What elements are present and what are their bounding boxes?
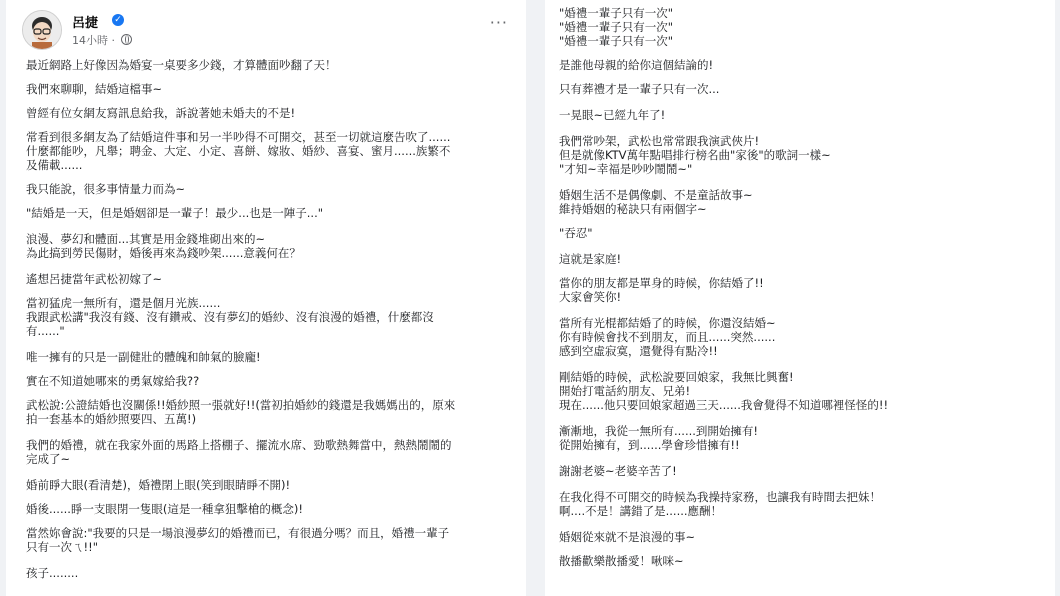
author-name[interactable]: 呂捷: [72, 16, 99, 31]
post-text-line: 武松說:公證結婚也沒關係!!婚紗照一張就好!!(當初拍婚紗的錢還是我媽媽出的，原來: [26, 398, 456, 412]
post-text-line: 在我化得不可開交的時候為我操持家務，也讓我有時間去把妹！: [559, 490, 881, 504]
post-text-line: 婚前睜大眼(看清楚)，婚禮閉上眼(笑到眼睛睜不開)!: [26, 478, 291, 492]
post-text-line: 只有葬禮才是一輩子只有一次...: [559, 82, 720, 96]
post-text-line: 遙想呂捷當年武松初嫁了~: [26, 272, 163, 286]
post-text-line: 現在......他只要回娘家超過三天......我會覺得不知道哪裡怪怪的!!: [559, 398, 889, 412]
post-text-line: 但是就像KTV萬年點唱排行榜名曲"家後"的歌詞一樣~: [559, 148, 831, 162]
post-text-line: 當初猛虎一無所有，還是個月光族......: [26, 296, 221, 310]
post-text-line: 感到空虛寂寞，還覺得有點冷!!: [559, 344, 718, 358]
post-text-line: 實在不知道她哪來的勇氣嫁給我??: [26, 374, 200, 388]
post-text-line: 謝謝老婆~老婆辛苦了!: [559, 464, 677, 478]
post-text-line: "結婚是一天，但是婚姻卻是一輩子！最少...也是一陣子...": [26, 206, 324, 220]
post-text-line: 大家會笑你!: [559, 290, 622, 304]
post-text-line: "才知~幸福是吵吵鬧鬧~": [559, 162, 693, 176]
post-time[interactable]: 14小時: [72, 34, 108, 47]
post-text-line: 唯一擁有的只是一副健壯的體魄和帥氣的臉龐!: [26, 350, 261, 364]
post-text-line: 當你的朋友都是單身的時候，你結婚了!!: [559, 276, 764, 290]
post-text-line: "婚禮一輩子只有一次": [559, 20, 674, 34]
post-text-line: 什麼都能吵，凡舉；聘金、大定、小定、喜餅、嫁妝、婚紗、喜宴、蜜月......族繁不: [26, 144, 451, 158]
meta-separator: ·: [111, 34, 115, 47]
post-text-line: "吞忍": [559, 226, 593, 240]
post-text-right: [545, 0, 1055, 596]
post-text-line: 開始打電話約朋友、兄弟!: [559, 384, 691, 398]
post-right-column: [545, 0, 1055, 596]
post-text-line: 當所有光棍都結婚了的時候，你還沒結婚~: [559, 316, 776, 330]
post-text-line: "婚禮一輩子只有一次": [559, 6, 674, 20]
post-left-column: [6, 0, 526, 596]
post-text-line: 婚姻從來就不是浪漫的事~: [559, 530, 696, 544]
post-text-line: 我們常吵架，武松也常常跟我演武俠片!: [559, 134, 760, 148]
post-text-line: 拍一套基本的婚紗照要四、五萬!): [26, 412, 197, 426]
post-text-line: 完成了~: [26, 452, 71, 466]
post-text-line: 當然妳會說:"我要的只是一場浪漫夢幻的婚禮而已，有很過分嗎？而且，婚禮一輩子: [26, 526, 450, 540]
post-text-line: 婚姻生活不是偶像劇、不是童話故事~: [559, 188, 753, 202]
post-text-line: 散播歡樂散播愛！啾咪~: [559, 554, 684, 568]
post-text-line: 有......": [26, 324, 65, 338]
post-text-line: 從開始擁有，到......學會珍惜擁有!!: [559, 438, 740, 452]
post-text-line: 你有時候會找不到朋友，而且......突然......: [559, 330, 776, 344]
verified-badge-icon: ✓: [112, 14, 124, 26]
post-text-line: 我們來聊聊，結婚這檔事~: [26, 82, 163, 96]
post-text-line: 常看到很多網友為了結婚這件事和另一半吵得不可開交，甚至一切就這麼告吹了......: [26, 130, 451, 144]
post-text-line: 及備載......: [26, 158, 83, 172]
post-text-line: 浪漫、夢幻和體面...其實是用金錢堆砌出來的~: [26, 232, 266, 246]
post-text-line: "婚禮一輩子只有一次": [559, 34, 674, 48]
post-text-line: 為此搞到勞民傷財，婚後再來為錢吵架......意義何在？: [26, 246, 301, 260]
more-options-icon[interactable]: ···: [489, 13, 508, 32]
post-text-line: 剛結婚的時候，武松說要回娘家，我無比興奮!: [559, 370, 794, 384]
post-text-line: 孩子........: [26, 566, 79, 580]
post-text-line: 我們的婚禮，就在我家外面的馬路上搭棚子、擺流水席、勁歌熱舞當中，熱熱鬧鬧的: [26, 438, 452, 452]
post-text-line: 曾經有位女網友寫訊息給我，訴說著她未婚夫的不是!: [26, 106, 296, 120]
post-text-line: 我只能說，很多事情量力而為~: [26, 182, 186, 196]
post-text-left: [6, 0, 526, 596]
post-text-line: 我跟武松講"我沒有錢、沒有鑽戒、沒有夢幻的婚紗、沒有浪漫的婚禮，什麼都沒: [26, 310, 434, 324]
post-text-line: 這就是家庭!: [559, 252, 622, 266]
post-text-line: 只有一次ㄟ!!": [26, 540, 99, 554]
post-text-line: 最近網路上好像因為婚宴一桌要多少錢，才算體面吵翻了天！: [26, 58, 337, 72]
post-text-line: 一晃眼~已經九年了!: [559, 108, 666, 122]
post-text-line: 是誰他母親的給你這個結論的!: [559, 58, 714, 72]
post-text-line: 漸漸地，我從一無所有......到開始擁有!: [559, 424, 759, 438]
post-text-line: 維持婚姻的秘訣只有兩個字~: [559, 202, 707, 216]
post-text-line: 啊....不是！講錯了是......應酬！: [559, 504, 723, 518]
post-text-line: 婚後......睜一支眼閉一隻眼(這是一種拿狙擊槍的概念)!: [26, 502, 304, 516]
